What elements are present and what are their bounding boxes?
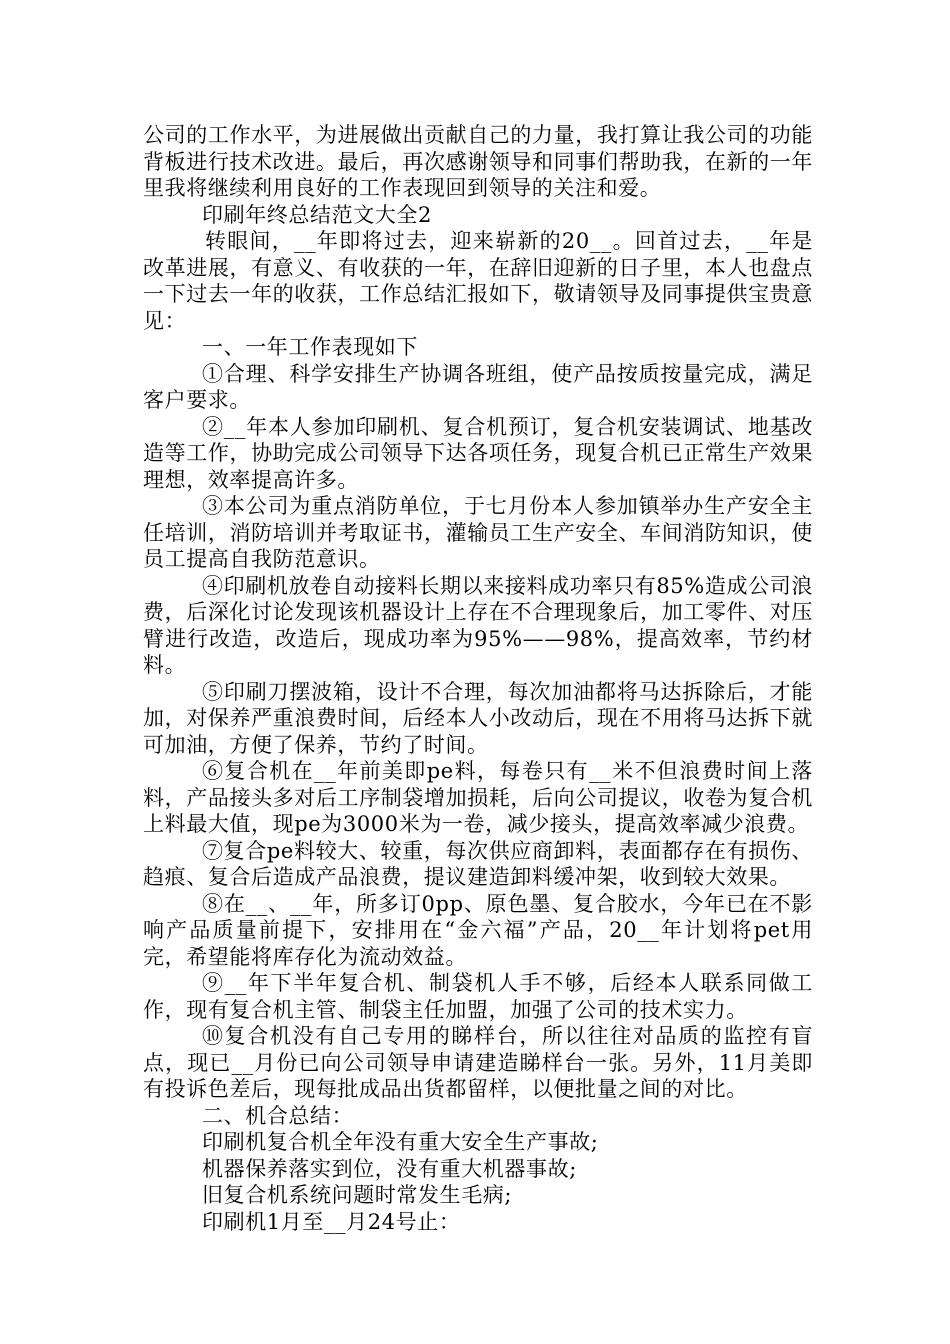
summary-line: 印刷机1月至__月24号止： bbox=[202, 1209, 461, 1234]
list-item: ⑤印刷刀摆波箱，设计不合理，每次加油都将马达拆除后，才能加，对保养严重浪费时间，后经本人小改动后，现在不用将马达拆下就可加油，方便了保养，节约了时间。 bbox=[143, 679, 813, 757]
heading-summary: 二、机合总结： bbox=[202, 1103, 354, 1128]
summary-line: 印刷机复合机全年没有重大安全生产事故; bbox=[202, 1130, 599, 1154]
document-body bbox=[143, 122, 813, 1235]
list-item: ⑧在__、__年，所多订0pp、原色墨、复合胶水，今年已在不影响产品质量前提下，安排用在“金六福”产品，20__年计划将pet用完，希望能将库存化为流动效益。 bbox=[143, 891, 813, 969]
list-item: ⑨__年下半年复合机、制袋机人手不够，后经本人联系同做工作，现有复合机主管、制袋主任加盟，加强了公司的技术实力。 bbox=[143, 971, 813, 1022]
list-item: ⑥复合机在__年前美即pe料，每卷只有__米不但浪费时间上落料，产品接头多对后工序制袋增加损耗，后向公司提议，收卷为复合机上料最大值，现pe为3000米为一卷，减少接头，提高效率减少浪费。 bbox=[143, 759, 813, 836]
paragraph-intro: 转眼间，__年即将过去，迎来崭新的20__。回首过去，__年是改革进展，有意义、有收获的一年，在辞旧迎新的日子里，本人也盘点一下过去一年的收获，工作总结汇报如下，敬请领导及同事提供宝贵意见： bbox=[143, 229, 813, 333]
heading-work-performance: 一、一年工作表现如下 bbox=[202, 335, 418, 359]
list-item: ⑩复合机没有自己专用的睇样台，所以往往对品质的监控有盲点，现已__月份已向公司领导申请建造睇样台一张。另外，11月美即有投诉色差后，现每批成品出货都留样，以便批量之间的对比。 bbox=[143, 1024, 813, 1101]
summary-line: 机器保养落实到位，没有重大机器事故; bbox=[202, 1156, 577, 1181]
list-item: ③本公司为重点消防单位，于七月份本人参加镇举办生产安全主任培训，消防培训并考取证书，灌输员工生产安全、车间消防知识，使员工提高自我防范意识。 bbox=[143, 494, 813, 571]
list-item: ②__年本人参加印刷机、复合机预订，复合机安装调试、地基改造等工作，协助完成公司领导下达各项任务，现复合机已正常生产效果理想，效率提高许多。 bbox=[143, 414, 813, 492]
list-item: ①合理、科学安排生产协调各班组，使产品按质按量完成，满足客户要求。 bbox=[143, 361, 813, 412]
list-item: ⑦复合pe料较大、较重，每次供应商卸料，表面都存在有损伤、趋痕、复合后造成产品浪费，提议建造卸料缓冲架，收到较大效果。 bbox=[143, 838, 813, 889]
list-item: ④印刷机放卷自动接料长期以来接料成功率只有85%造成公司浪费，后深化讨论发现该机器设计上存在不合理现象后，加工零件、对压臂进行改造，改造后，现成功率为95%——98%，提高效率，节约材料。 bbox=[143, 573, 813, 677]
section-title: 印刷年终总结范文大全2 bbox=[202, 202, 432, 227]
summary-line: 旧复合机系统问题时常发生毛病; bbox=[202, 1183, 513, 1207]
paragraph-continuation: 公司的工作水平，为进展做出贡献自己的力量，我打算让我公司的功能背板进行技术改进。最后，再次感谢领导和同事们帮助我，在新的一年里我将继续利用良好的工作表现回到领导的关注和爱。 bbox=[143, 123, 813, 200]
